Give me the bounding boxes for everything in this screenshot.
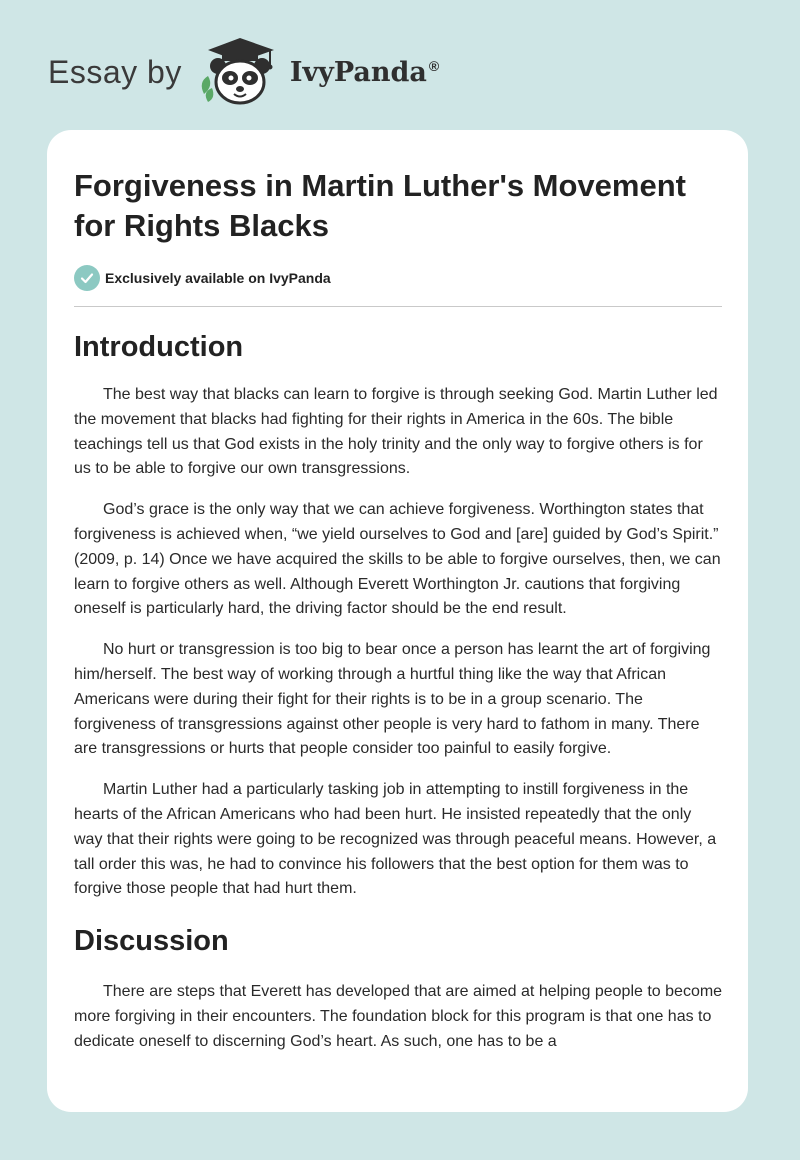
brand-prefix: Essay by: [48, 53, 182, 90]
divider: [74, 306, 722, 307]
essay-title: Forgiveness in Martin Luther's Movement for Rights Blacks: [74, 168, 686, 243]
section-heading: Discussion: [74, 925, 229, 958]
section-discussion: [74, 924, 722, 1054]
paragraph: God’s grace is the only way that we can achieve forgiveness. Worthington states that forgiveness is achieved when, “we yield ourselves to God and [are] guided by God’s Spirit.” (2009, p. 14) Once we have acquired the skills to be able to forgive ourselves, then, we can learn to forgive others as well. Although Everett Worthington Jr. cautions that forgiving oneself is particularly hard, the driving factor should be the end result.: [74, 501, 721, 618]
section-introduction: [74, 330, 722, 902]
exclusive-label: Exclusively available on IvyPanda: [105, 270, 331, 286]
brand-name: IvyPanda ®: [289, 56, 440, 88]
paragraph: There are steps that Everett has developed that are aimed at helping people to become more forgiving in their encounters. The foundation block for this program is that one has to dedicate oneself to discerning God’s heart. As such, one has to be a: [74, 983, 723, 1050]
check-icon: [74, 265, 100, 291]
essay-card: [47, 130, 748, 1112]
section-heading: Introduction: [74, 331, 244, 363]
paragraph: Martin Luther had a particularly tasking job in attempting to instill forgiveness in the hearts of the African Americans who had been hurt. He insisted repeatedly that the only way that their rights were going to be recognized was through peaceful means. However, a tall order this was, he had to convince his followers that the best option for them was to forgive those people that had hurt them.: [74, 781, 717, 898]
paragraph: No hurt or transgression is too big to bear once a person has learnt the art of forgiving him/herself. The best way of working through a hurtful thing like the way that African Americans were during their fight for their rights is to be in a group scenario. The forgiveness of transgressions against other people is very hard to fathom in many. There are transgressions or hurts that people consider too painful to easily forgive.: [74, 641, 711, 758]
panda-logo-icon: [196, 36, 282, 108]
site-brand[interactable]: [48, 36, 508, 108]
exclusive-badge: [74, 264, 722, 292]
paragraph: The best way that blacks can learn to forgive is through seeking God. Martin Luther led the movement that blacks had fighting for their rights in America in the 60s. The bible teachings tell us that God exists in the holy trinity and the only way to forgive others is for us to be able to forgive our own transgressions.: [74, 386, 718, 478]
